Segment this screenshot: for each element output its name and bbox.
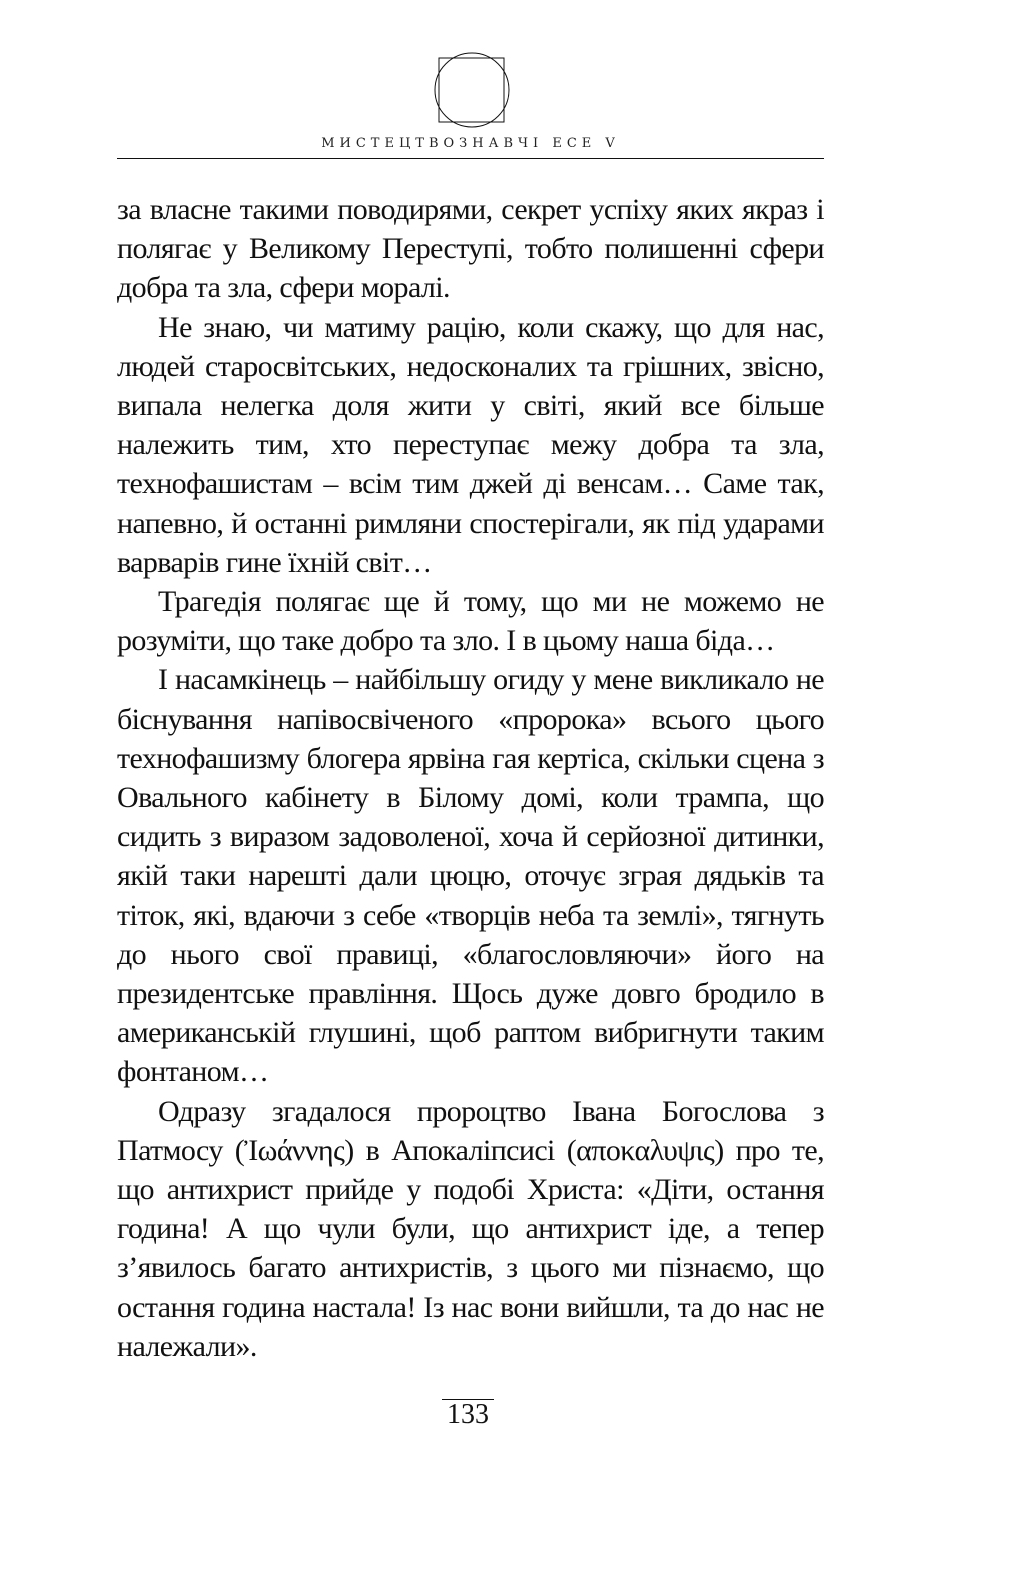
paragraph: за власне такими поводирями, секрет успіху яких якраз і полягає у Великому Переступі, тобто полишенні сфери добра та зла, сфери моралі. xyxy=(117,193,824,305)
paragraph: І насамкінець – найбільшу огиду у мене викликало не біснування напівосвіченого «пророка» всього цього технофашизму блогера ярвіна гая кертіса, скільки сцена з Овального кабінету в Білому домі, коли трампа, що сидить з виразом задоволеної, хоча й серйозної дитинки, якій таки нарешті дали цюцю, оточує зграя дядьків та тіток, які, вдаючи з себе «творців неба та землі», тягнуть до нього свої правиці, «благословляючи» його на президентське правління. Щось дуже довго бродило в американській глушині, щоб раптом вибригнути таким фонтаном… xyxy=(117,663,824,1089)
page-number: 133 xyxy=(442,1399,494,1430)
paragraph: Одразу згадалося пророцтво Івана Богослова з Патмосу (Ἰωάννης) в Апокаліпсисі (αποκαλυψις) про те, що антихрист прийде у подобі Христа: «Діти, остання година! А що чули були, що антихрист іде, а тепер з’явилось багато антихристів, з цього ми пізнаємо, що остання година настала! Із нас вони вийшли, та до нас не належали». xyxy=(117,1094,824,1363)
paragraph: Трагедія полягає ще й тому, що ми не можемо не розуміти, що таке добро та зло. І в цьому наша біда… xyxy=(117,585,824,658)
running-header-title: МИСТЕЦТВОЗНАВЧІ ЕСЕ V xyxy=(321,136,620,151)
header-divider xyxy=(117,158,824,159)
paragraph: Не знаю, чи матиму рацію, коли скажу, що для нас, людей старосвітських, недосконалих та грішних, звісно, випала нелегка доля жити у світі, який все більше належить тим, хто переступає межу добра та зла, технофашистам – всім тим джей ді венсам… Саме так, напевно, й останні римляни спостерігали, як під ударами варварів гине їхній світ… xyxy=(117,310,824,579)
body-text xyxy=(117,190,824,1366)
circle-square-emblem-icon xyxy=(432,50,512,130)
